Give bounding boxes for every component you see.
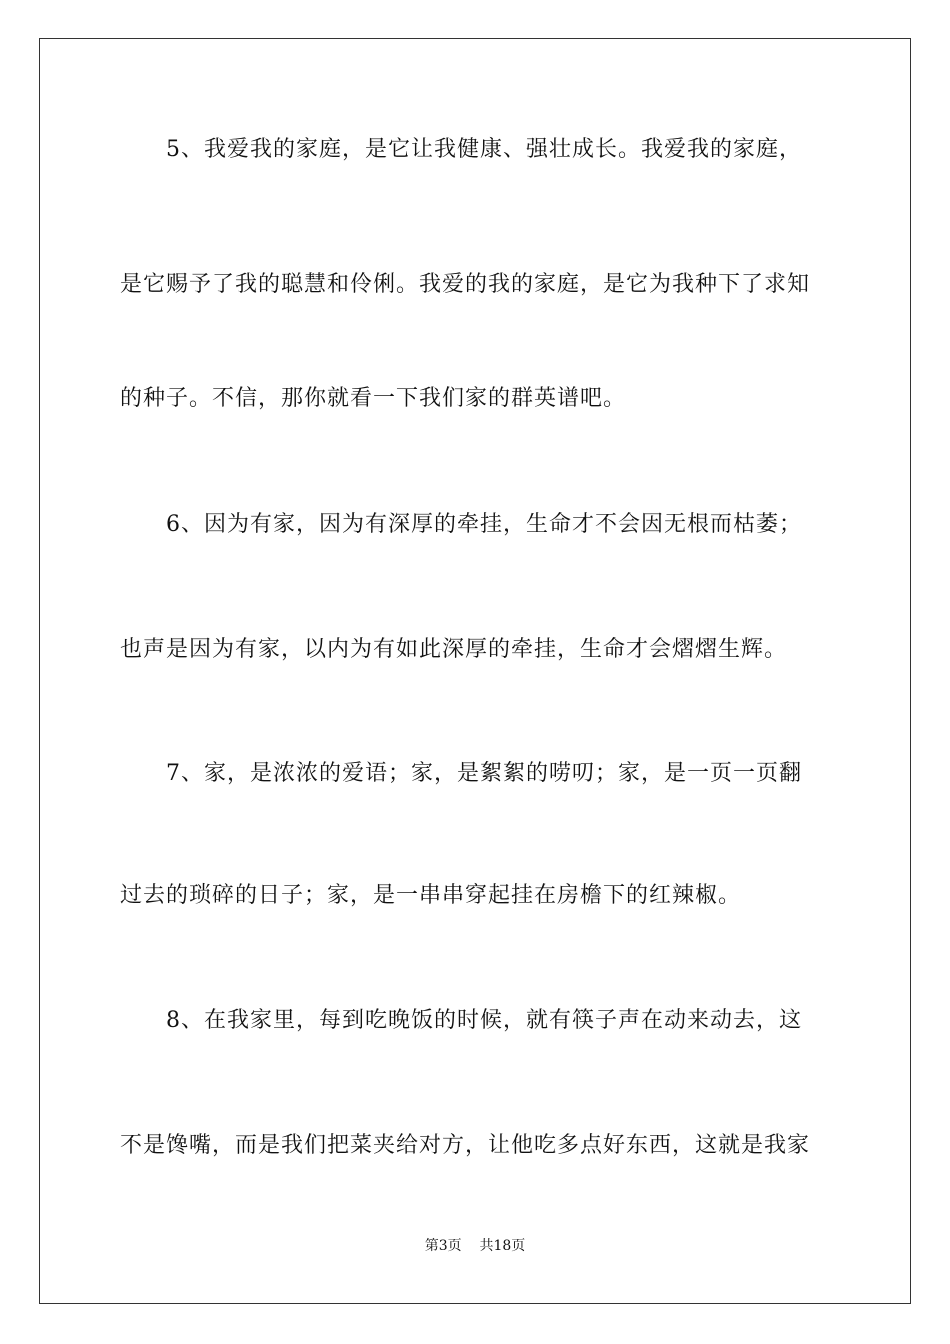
document-page [39,38,911,1304]
paragraph-7-line-2: 过去的琐碎的日子；家，是一串串穿起挂在房檐下的红辣椒。 [120,883,742,908]
paragraph-5-line-2: 是它赐予了我的聪慧和伶俐。我爱的我的家庭，是它为我种下了求知 [120,272,811,297]
page-total: 共18页 [479,1238,526,1254]
paragraph-6-line-1: 6、因为有家，因为有深厚的牵挂，生命才不会因无根而枯萎； [166,512,802,537]
paragraph-5-line-3: 的种子。不信，那你就看一下我们家的群英谱吧。 [120,386,627,411]
paragraph-8-line-1: 8、在我家里，每到吃晚饭的时候，就有筷子声在动来动去，这 [166,1008,802,1033]
paragraph-6-line-2: 也声是因为有家，以内为有如此深厚的牵挂，生命才会熠熠生辉。 [120,637,788,662]
paragraph-8-line-2: 不是馋嘴，而是我们把菜夹给对方，让他吃多点好东西，这就是我家 [120,1133,811,1158]
page-footer [40,1235,910,1255]
paragraph-5-line-1: 5、我爱我的家庭，是它让我健康、强壮成长。我爱我的家庭， [166,137,802,162]
paragraph-7-line-1: 7、家，是浓浓的爱语；家，是絮絮的唠叨；家，是一页一页翻 [166,761,802,786]
page-number: 第3页 [424,1238,462,1254]
